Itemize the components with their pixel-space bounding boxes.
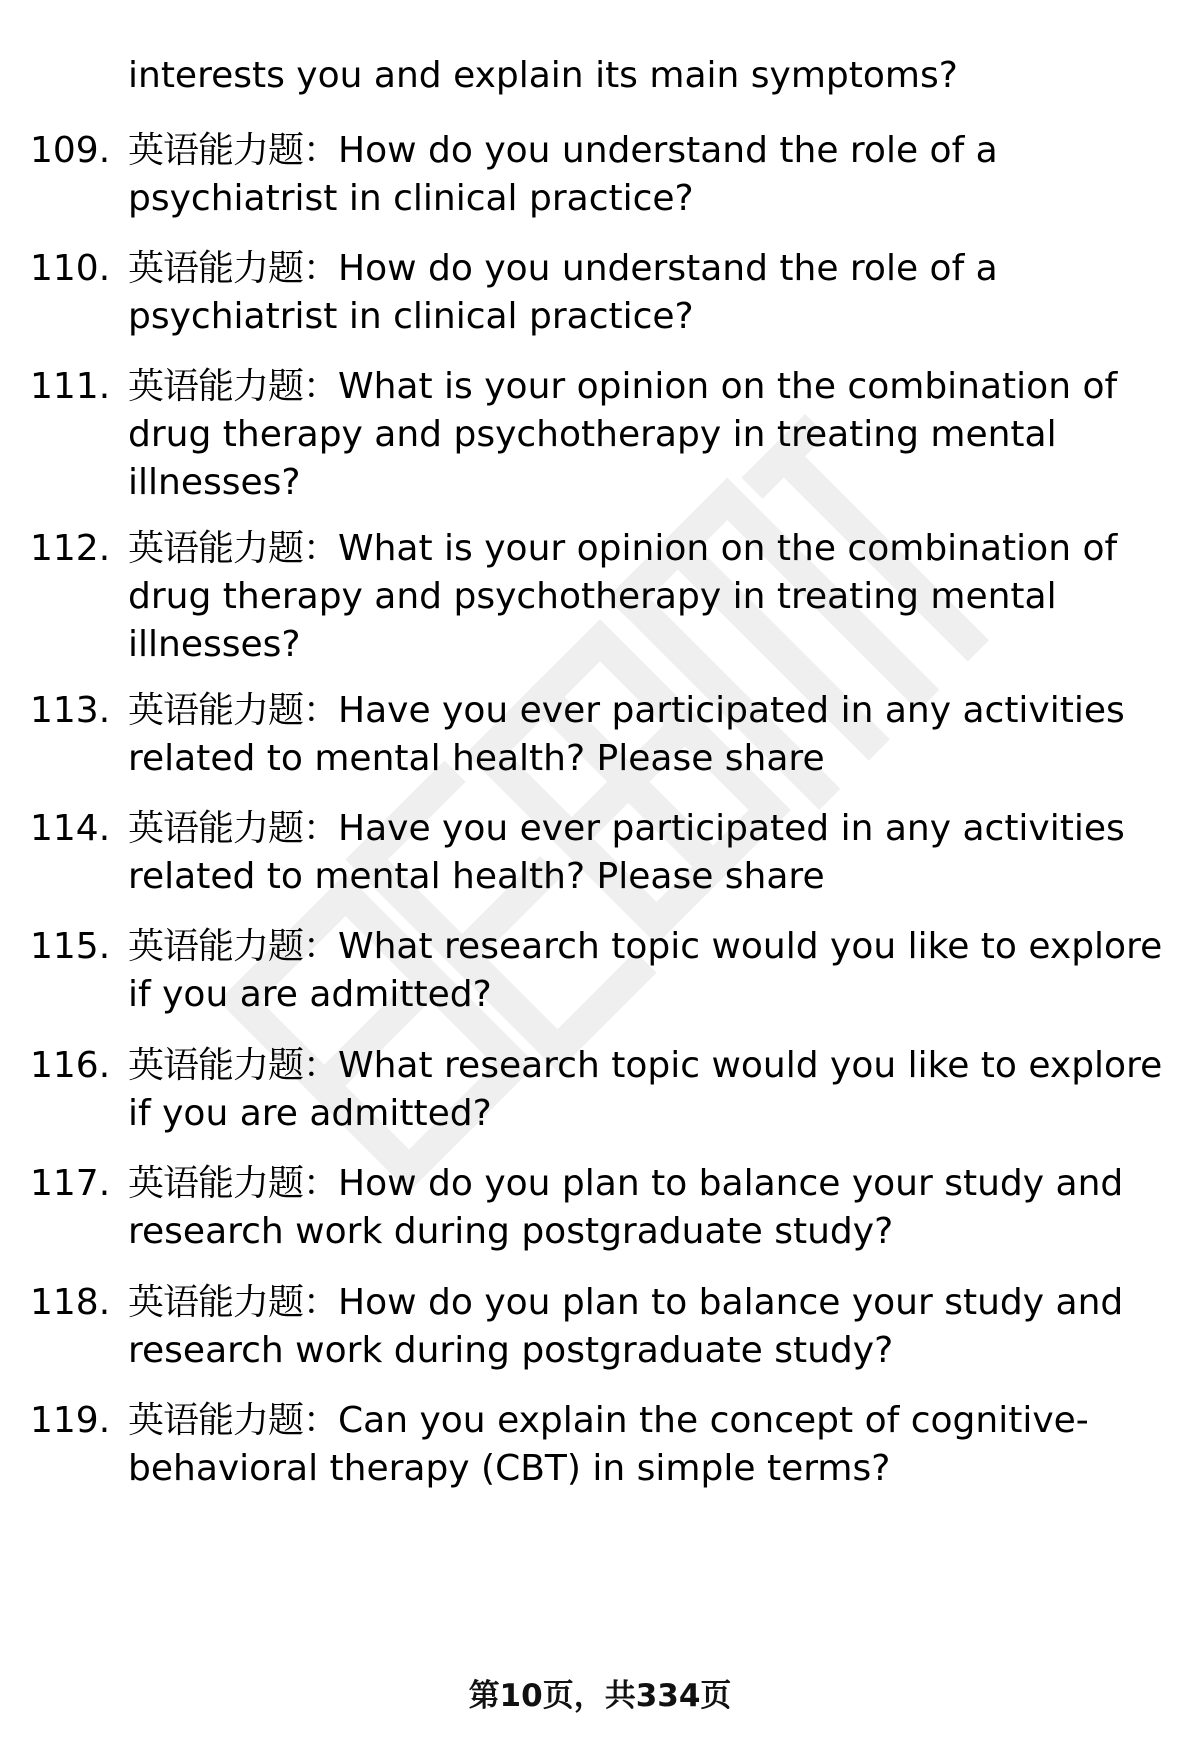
question-line: behavioral therapy (CBT) in simple terms?	[128, 1448, 891, 1489]
question-number: 109.	[30, 130, 111, 171]
question-line: drug therapy and psychotherapy in treating mental	[128, 576, 1057, 617]
question-category-label: 英语能力题：	[128, 1045, 339, 1086]
question-item	[30, 127, 1180, 223]
continued-question-text: interests you and explain its main symptoms?	[128, 55, 958, 96]
question-line: research work during postgraduate study?	[128, 1211, 894, 1252]
question-line: 英语能力题：What research topic would you like to explore	[128, 1045, 1163, 1086]
question-number: 114.	[30, 808, 111, 849]
question-category-label: 英语能力题：	[128, 248, 339, 289]
question-line: 英语能力题：Have you ever participated in any activities	[128, 808, 1125, 849]
question-line: psychiatrist in clinical practice?	[128, 178, 694, 219]
question-line: 英语能力题：Can you explain the concept of cognitive-	[128, 1400, 1089, 1441]
question-number: 111.	[30, 366, 111, 407]
question-number: 117.	[30, 1163, 111, 1204]
question-line: 英语能力题：How do you understand the role of a	[128, 130, 998, 171]
question-line: 英语能力题：What is your opinion on the combination of	[128, 528, 1118, 569]
question-line: if you are admitted?	[128, 974, 492, 1015]
question-number: 118.	[30, 1282, 111, 1323]
question-number: 110.	[30, 248, 111, 289]
question-item	[30, 1042, 1180, 1138]
question-category-label: 英语能力题：	[128, 1400, 339, 1441]
question-number: 116.	[30, 1045, 111, 1086]
question-item	[30, 1160, 1180, 1256]
question-line: drug therapy and psychotherapy in treating mental	[128, 414, 1057, 455]
question-number: 119.	[30, 1400, 111, 1441]
question-line: 英语能力题：How do you understand the role of a	[128, 248, 998, 289]
question-item	[30, 363, 1180, 507]
question-line: 英语能力题：What research topic would you like to explore	[128, 926, 1163, 967]
question-number: 115.	[30, 926, 111, 967]
question-item	[30, 525, 1180, 669]
question-category-label: 英语能力题：	[128, 1282, 339, 1323]
question-category-label: 英语能力题：	[128, 366, 339, 407]
question-category-label: 英语能力题：	[128, 130, 339, 171]
question-line: illnesses?	[128, 462, 301, 503]
question-line: 英语能力题：How do you plan to balance your study and	[128, 1163, 1124, 1204]
question-item	[30, 923, 1180, 1019]
question-item	[30, 687, 1180, 783]
question-line: illnesses?	[128, 624, 301, 665]
question-line: 英语能力题：How do you plan to balance your study and	[128, 1282, 1124, 1323]
question-number: 113.	[30, 690, 111, 731]
question-line: 英语能力题：What is your opinion on the combination of	[128, 366, 1118, 407]
page-number-footer: 第10页，共334页	[468, 1678, 732, 1714]
question-category-label: 英语能力题：	[128, 690, 339, 731]
question-line: psychiatrist in clinical practice?	[128, 296, 694, 337]
question-line: 英语能力题：Have you ever participated in any activities	[128, 690, 1125, 731]
question-category-label: 英语能力题：	[128, 1163, 339, 1204]
question-number: 112.	[30, 528, 111, 569]
question-line: related to mental health? Please share	[128, 856, 825, 897]
question-line: research work during postgraduate study?	[128, 1330, 894, 1371]
question-category-label: 英语能力题：	[128, 926, 339, 967]
question-item	[30, 1279, 1180, 1375]
question-item	[30, 805, 1180, 901]
question-item	[30, 1397, 1180, 1493]
question-category-label: 英语能力题：	[128, 808, 339, 849]
question-line: if you are admitted?	[128, 1093, 492, 1134]
question-item	[30, 245, 1180, 341]
question-line: related to mental health? Please share	[128, 738, 825, 779]
question-category-label: 英语能力题：	[128, 528, 339, 569]
